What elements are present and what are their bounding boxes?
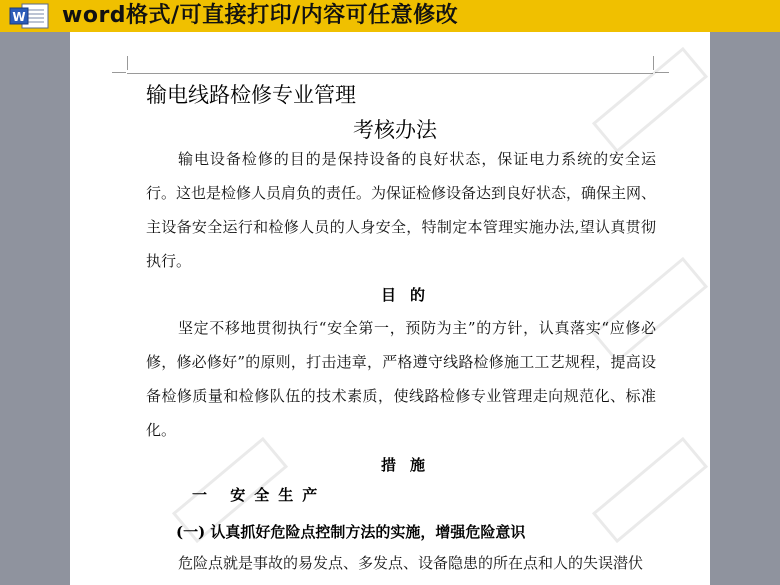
crop-mark	[127, 56, 128, 70]
section-heading-measures: 措施	[380, 456, 439, 474]
right-gutter	[710, 32, 780, 585]
purpose-paragraph: 坚定不移地贯彻执行“安全第一，预防为主”的方针，认真落实“应修必修，修必修好”的原则，打击违章，严格遵守线路检修施工工艺规程，提高设备检修质量和检修队伍的技术素质，使线路检修专业管理走向规范化、标准化。	[146, 319, 656, 439]
banner-text: word格式/可直接打印/内容可任意修改	[62, 3, 459, 28]
document-title: 输电线路检修专业管理	[146, 83, 356, 107]
section-heading-purpose: 目的	[380, 286, 439, 304]
word-document-icon	[8, 2, 52, 30]
subsection-item-heading: (一) 认真抓好危险点控制方法的实施，增强危险意识	[176, 523, 526, 541]
body-text-line: 危险点就是事故的易发点、多发点、设备隐患的所在点和人的失误潜伏	[178, 554, 644, 572]
crop-mark	[653, 56, 654, 70]
svg-text:W: W	[12, 10, 26, 24]
top-banner	[0, 0, 780, 33]
crop-mark	[112, 72, 126, 73]
header-rule	[127, 73, 653, 74]
document-subtitle: 考核办法	[353, 118, 437, 142]
crop-mark	[655, 72, 669, 73]
left-gutter	[0, 32, 70, 585]
subsection-heading: 一 安全生产	[192, 486, 327, 504]
document-page[interactable]	[70, 32, 710, 585]
intro-paragraph: 输电设备检修的目的是保持设备的良好状态，保证电力系统的安全运行。这也是检修人员肩负的责任。为保证检修设备达到良好状态，确保主网、主设备安全运行和检修人员的人身安全，特制定本管理实施办法,望认真贯彻执行。	[146, 150, 657, 270]
